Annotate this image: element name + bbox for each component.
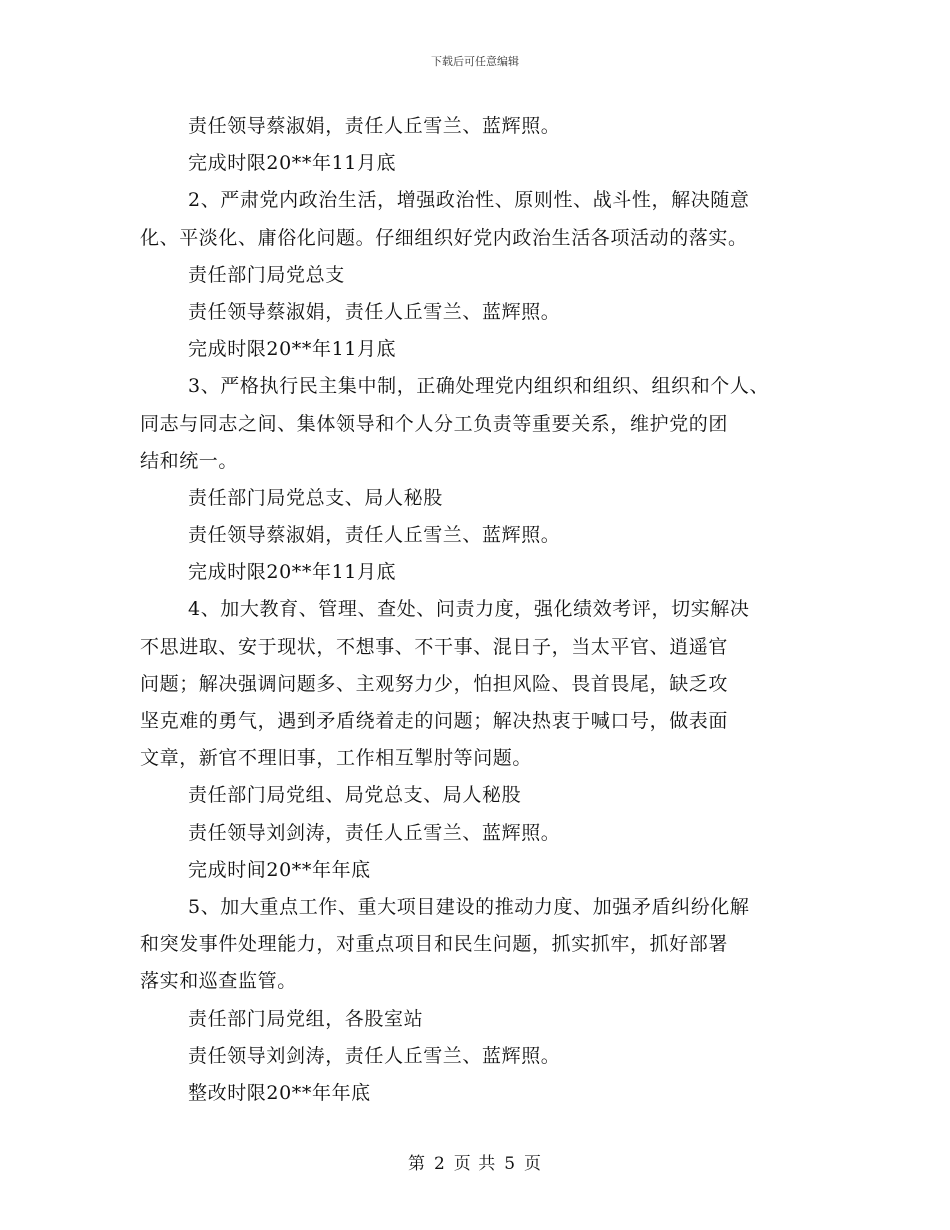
text-line: 坚克难的勇气，遇到矛盾绕着走的问题；解决热衷于喊口号，做表面	[140, 710, 729, 732]
page-suffix: 页	[524, 1154, 543, 1174]
text-line: 责任领导蔡淑娟，责任人丘雪兰、蓝辉照。	[188, 115, 561, 137]
text-line: 和突发事件处理能力，对重点项目和民生问题，抓实抓牢，抓好部署	[140, 933, 729, 956]
document-body	[140, 108, 820, 1112]
text-line: 完成时限20**年11月底	[188, 561, 397, 584]
text-line: 文章，新官不理旧事，工作相互掣肘等问题。	[140, 747, 533, 770]
page-header: 下载后可任意编辑	[431, 55, 519, 68]
text-line: 问题；解决强调问题多、主观努力少，怕担风险、畏首畏尾，缺乏攻	[140, 672, 729, 695]
text-line: 完成时限20**年11月底	[188, 338, 397, 361]
text-line: 完成时间20**年年底	[188, 858, 371, 881]
text-line: 责任部门局党总支、局人秘股	[188, 486, 443, 509]
text-line: 完成时限20**年11月底	[188, 152, 397, 175]
text-line: 化、平淡化、庸俗化问题。仔细组织好党内政治生活各项活动的落实。	[140, 226, 748, 249]
page-footer	[0, 1152, 950, 1176]
text-line: 不思进取、安于现状，不想事、不干事、混日子，当太平官、逍遥官	[140, 635, 729, 658]
text-line: 4、加大教育、管理、查处、问责力度，强化绩效考评，切实解决	[188, 598, 750, 621]
text-line: 责任部门局党组、局党总支、局人秘股	[188, 784, 522, 807]
text-line: 责任领导蔡淑娟，责任人丘雪兰、蓝辉照。	[188, 300, 561, 323]
text-line: 5、加大重点工作、重大项目建设的推动力度、加强矛盾纠纷化解	[188, 895, 750, 918]
page-mid: 页 共	[453, 1154, 497, 1174]
text-line: 2、严肃党内政治生活，增强政治性、原则性、战斗性，解决随意	[188, 189, 750, 212]
text-line: 责任领导刘剑涛，责任人丘雪兰、蓝辉照。	[188, 1044, 561, 1067]
text-line: 3、严格执行民主集中制，正确处理党内组织和组织、组织和个人、	[188, 375, 770, 398]
text-line: 同志与同志之间、集体领导和个人分工负责等重要关系，维护党的团	[140, 412, 729, 435]
text-line: 责任领导蔡淑娟，责任人丘雪兰、蓝辉照。	[188, 524, 561, 547]
text-line: 责任领导刘剑涛，责任人丘雪兰、蓝辉照。	[188, 821, 561, 844]
page-total: 5	[504, 1154, 517, 1174]
page-current: 2	[433, 1154, 446, 1174]
text-line: 落实和巡查监管。	[140, 970, 297, 993]
text-line: 责任部门局党总支	[188, 263, 345, 286]
text-line: 整改时限20**年年底	[188, 1081, 371, 1104]
text-line: 责任部门局党组，各股室站	[188, 1007, 424, 1030]
page-prefix: 第	[407, 1154, 426, 1174]
text-line: 结和统一。	[140, 449, 239, 472]
